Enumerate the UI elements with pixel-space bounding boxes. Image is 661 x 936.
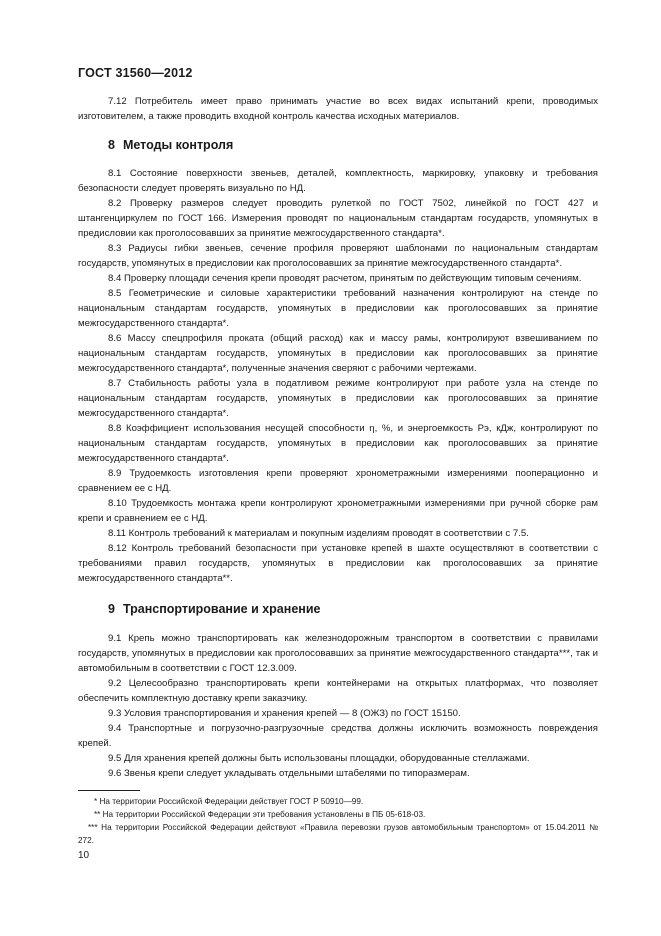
section-title: Методы контроля — [122, 138, 234, 152]
page-number: 10 — [78, 850, 90, 861]
footnote: * На территории Российской Федерации действует ГОСТ Р 50910—99. — [94, 797, 364, 806]
paragraph-7-12 — [78, 94, 598, 124]
paragraph: 7.12 Потребитель имеет право принимать участие во всех видах испытаний крепи, проводимых изготовителем, а также проводить входной контроль качества исходных материалов. — [78, 96, 598, 122]
section-9-heading — [108, 602, 320, 616]
paragraph: 8.11 Контроль требований к материалам и покупным изделиям проводят в соответствии с 7.5. — [108, 528, 529, 539]
footnote: *** На территории Российской Федерации действуют «Правила перевозки грузов автомобильным транспортом» от 15.04.2011 № 272. — [78, 823, 598, 845]
section-8-body — [78, 166, 598, 586]
section-8-heading — [108, 138, 233, 152]
section-number: 9 — [108, 602, 115, 616]
footnotes — [78, 790, 598, 847]
section-number: 8 — [108, 138, 115, 152]
paragraph: 9.4 Транспортные и погрузочно-разгрузочные средства должны исключить возможность повреждения крепей. — [78, 723, 598, 749]
paragraph: 9.6 Звенья крепи следует укладывать отдельными штабелями по типоразмерам. — [108, 768, 470, 779]
section-9-body — [78, 631, 598, 781]
paragraph: 8.5 Геометрические и силовые характеристики требований назначения контролируют на стенде по национальным стандартам государств, упомянутых в предисловии как проголосовавших за принятие межгосударственного стандарта*. — [78, 288, 598, 329]
paragraph: 8.7 Стабильность работы узла в податливом режиме контролируют при работе узла на стенде по национальным стандартам государств, упомянутых в предисловии как проголосовавших за принятие межгосударственного стандарта*. — [78, 378, 598, 419]
paragraph: 8.4 Проверку площади сечения крепи проводят расчетом, принятым по действующим типовым сечениям. — [108, 273, 582, 284]
paragraph: 8.9 Трудоемкость изготовления крепи проверяют хронометражными измерениями пооперационно и сравнением ее с НД. — [78, 468, 598, 494]
paragraph: 9.5 Для хранения крепей должны быть использованы площадки, оборудованные стеллажами. — [108, 753, 530, 764]
paragraph: 8.2 Проверку размеров следует проводить рулеткой по ГОСТ 7502, линейкой по ГОСТ 427 и штангенциркулем по ГОСТ 166. Измерения проводят по национальным стандартам государств, упомянутых в предисловии как проголосовавших за принятие межгосударственного стандарта*. — [78, 198, 598, 239]
paragraph: 8.10 Трудоемкость монтажа крепи контролируют хронометражными измерениями при ручной сборке рам крепи и сравнением ее с НД. — [78, 498, 598, 524]
paragraph: 8.12 Контроль требований безопасности при установке крепей в шахте осуществляют в соответствии с требованиями правил государств, упомянутых в предисловии как проголосовавших за принятие межгосударственного стандарта**. — [78, 543, 598, 584]
paragraph: 8.3 Радиусы гибки звеньев, сечение профиля проверяют шаблонами по национальным стандартам государств, упомянутых в предисловии как проголосовавших за принятие межгосударственного стандарта*. — [78, 243, 598, 269]
paragraph: 8.1 Состояние поверхности звеньев, деталей, комплектность, маркировку, упаковку и требования безопасности следует проверять визуально по НД. — [78, 168, 598, 194]
section-title: Транспортирование и хранение — [122, 602, 321, 616]
footnote: ** На территории Российской Федерации эти требования установлены в ПБ 05-618-03. — [94, 810, 426, 819]
paragraph: 9.1 Крепь можно транспортировать как железнодорожным транспортом в соответствии с правилами государств, упомянутых в предисловии как проголосовавших за принятие межгосударственного стандарта***, так и автомобильным в соответствии с ГОСТ 12.3.009. — [78, 633, 598, 674]
document-header: ГОСТ 31560—2012 — [78, 66, 193, 80]
paragraph: 9.3 Условия транспортирования и хранения крепей — 8 (ОЖЗ) по ГОСТ 15150. — [108, 708, 461, 719]
footnote-rule — [78, 790, 140, 791]
paragraph: 9.2 Целесообразно транспортировать крепи контейнерами на открытых платформах, что позволяет обеспечить комплектную доставку крепи заказчику. — [78, 678, 598, 704]
paragraph: 8.6 Массу спецпрофиля проката (общий расход) как и массу рамы, контролируют взвешиванием по национальным стандартам государств, упомянутых в предисловии как проголосовавших за принятие межгосударственного стандарта*, полученные значения сверяют с рабочими чертежами. — [78, 333, 598, 374]
paragraph: 8.8 Коэффициент использования несущей способности η, %, и энергоемкость Pэ, кДж, контролируют по национальным стандартам государств, упомянутых в предисловии как проголосовавших за принятие межгосударственного стандарта*. — [78, 423, 598, 464]
